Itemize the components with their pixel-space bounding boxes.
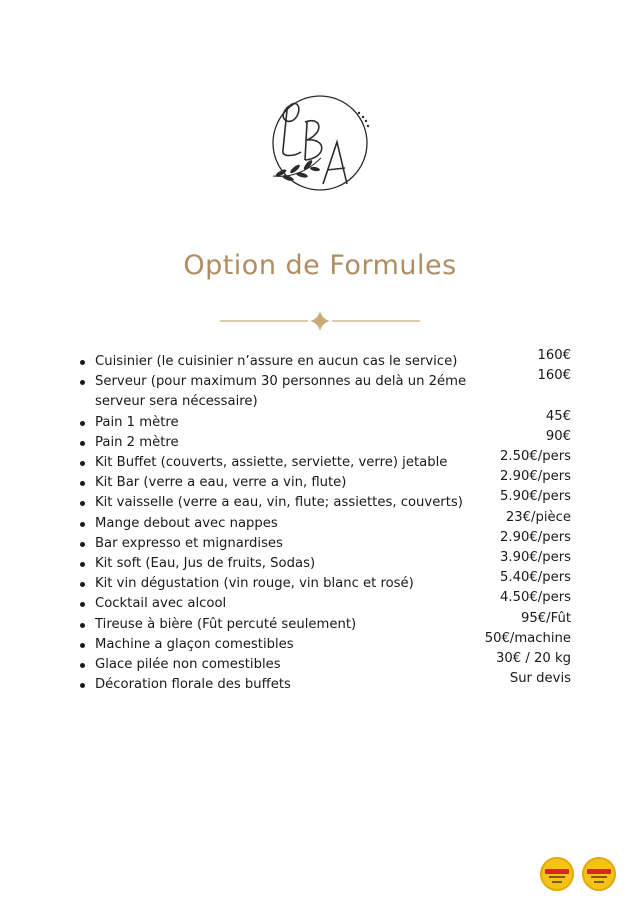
award-badges bbox=[540, 857, 616, 891]
list-item: Cuisinier (le cuisinier n’assure en aucun cas le service) bbox=[78, 352, 518, 372]
price-value: 5.40€/pers bbox=[500, 570, 571, 586]
list-item: Tireuse à bière (Fût percuté seulement) bbox=[78, 615, 518, 635]
list-item: Kit soft (Eau, Jus de fruits, Sodas) bbox=[78, 554, 518, 574]
list-item: Kit Bar (verre a eau, verre a vin, flute) bbox=[78, 473, 518, 493]
price-value: 30€ / 20 kg bbox=[496, 651, 571, 667]
price-value: 160€ bbox=[537, 368, 571, 384]
price-value: 2.50€/pers bbox=[500, 449, 571, 464]
lba-logo-icon bbox=[255, 88, 385, 198]
list-item: Serveur (pour maximum 30 personnes au delà un 2éme serveur sera nécessaire) bbox=[78, 372, 518, 412]
price-value: 3.90€/pers bbox=[500, 550, 571, 566]
price-value: 90€ bbox=[545, 428, 571, 444]
price-value: 2.90€/pers bbox=[500, 529, 571, 545]
price-value: 4.50€/pers bbox=[500, 590, 571, 606]
list-item: Glace pilée non comestibles bbox=[78, 655, 518, 675]
price-value: 2.90€/pers bbox=[500, 469, 571, 485]
lba-logo bbox=[255, 88, 385, 198]
page-title: Option de Formules bbox=[183, 250, 457, 281]
price-value: Sur devis bbox=[509, 671, 571, 687]
list-item: Pain 1 mètre bbox=[78, 413, 518, 433]
list-item: Cocktail avec alcool bbox=[78, 594, 518, 614]
list-item: Machine a glaçon comestibles bbox=[78, 635, 518, 655]
price-value: 45€ bbox=[545, 408, 571, 424]
list-item: Pain 2 mètre bbox=[78, 433, 518, 453]
sparkle-icon bbox=[310, 311, 330, 331]
price-value: 95€/Fût bbox=[520, 610, 571, 626]
price-value: 5.90€/pers bbox=[500, 489, 571, 505]
list-item: Décoration florale des buffets bbox=[78, 675, 518, 695]
list-item: Mange debout avec nappes bbox=[78, 514, 518, 534]
list-item: Bar expresso et mignardises bbox=[78, 534, 518, 554]
price-value: 160€ bbox=[537, 348, 571, 363]
prices-list bbox=[485, 346, 571, 689]
gault-millau-badge-icon bbox=[582, 857, 616, 891]
list-item: Kit vaisselle (verre a eau, vin, flute; assiettes, couverts) bbox=[78, 493, 518, 513]
list-item: Kit vin dégustation (vin rouge, vin blanc et rosé) bbox=[78, 574, 518, 594]
price-value: 23€/pièce bbox=[505, 509, 571, 525]
options-list bbox=[78, 352, 518, 695]
title-divider bbox=[220, 310, 420, 332]
list-item: Kit Buffet (couverts, assiette, serviette, verre) jetable bbox=[78, 453, 518, 473]
price-value: 50€/machine bbox=[484, 630, 571, 646]
gault-millau-badge-icon bbox=[540, 857, 574, 891]
